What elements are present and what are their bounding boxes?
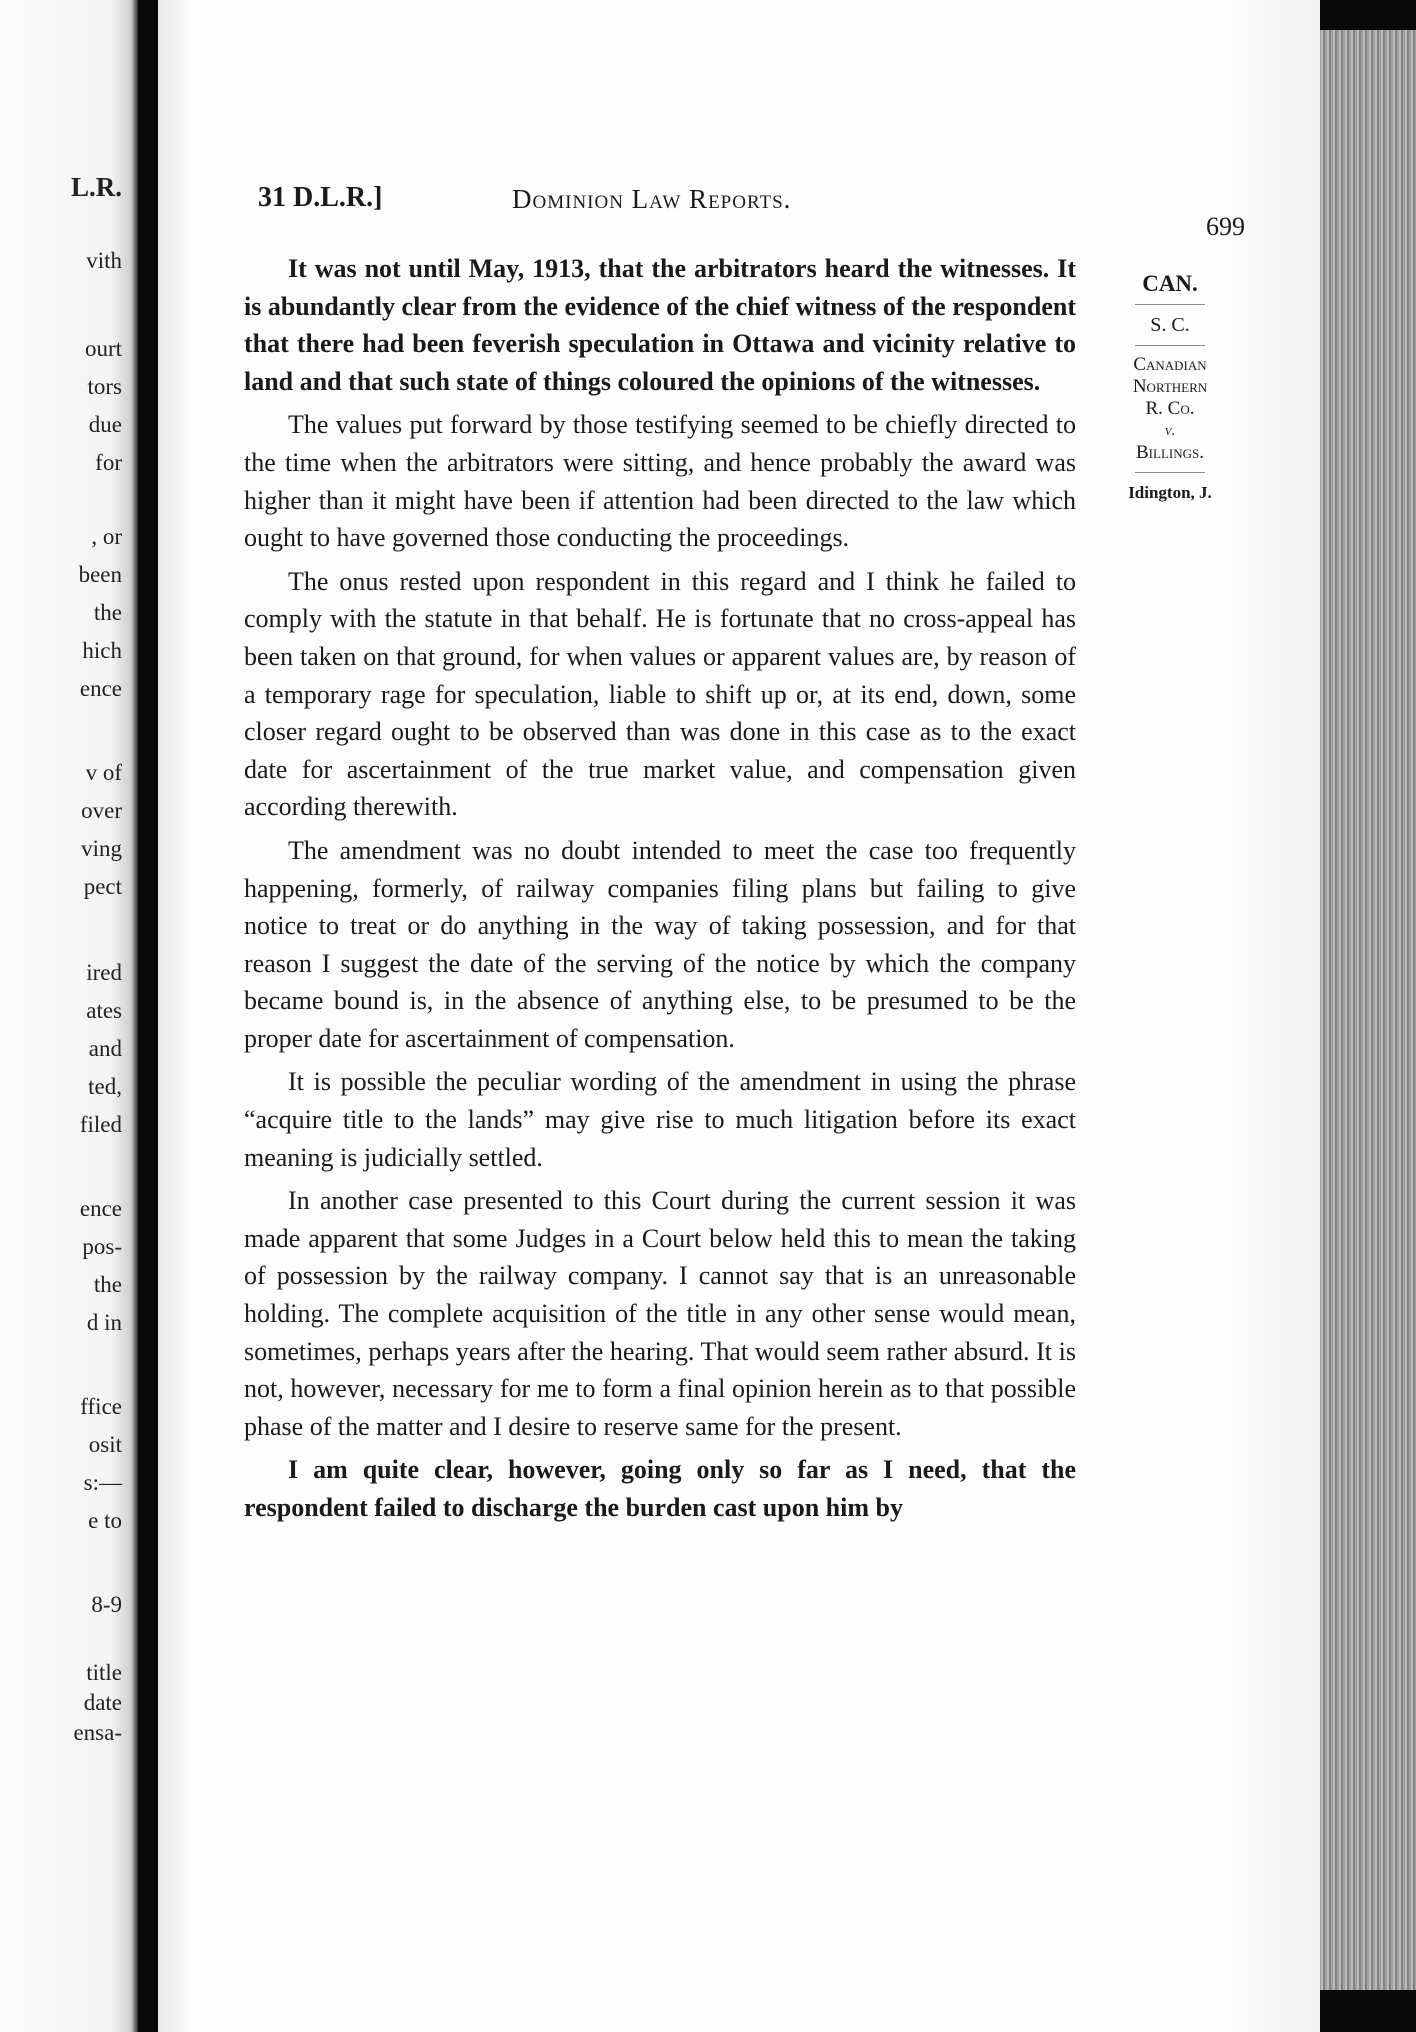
left-page-line-fragment: , or — [91, 524, 122, 549]
case-name-line: Northern — [1132, 376, 1208, 397]
case-name-line: R. Co. — [1145, 398, 1195, 419]
left-page-line-fragment: ensa- — [73, 1720, 122, 1745]
paragraph: In another case presented to this Court during the current session it was made apparent that some Judges in a Court below held this to mean the taking of possession by the railway company. I cannot say that is an unreasonable holding. The complete acquisition of the title in any other sense would mean, sometimes, perhaps years after the hearing. That would seem rather absurd. It is not, however, necessary for me to form a final opinion herein as to that possible phase of the matter and I desire to reserve same for the present. — [244, 1186, 1076, 1441]
left-page-header-fragment: L.R. — [70, 172, 122, 202]
margin-rule — [1135, 345, 1205, 346]
left-page-line-fragment: tors — [87, 374, 122, 399]
left-page-line-fragment: pect — [83, 874, 122, 899]
paragraph: It was not until May, 1913, that the arbitrators heard the witnesses. It is abundantly clear from the evidence of the chief witness of the respondent that there had been feverish speculation in Ottawa and vicinity relative to land and that such state of things coloured the opinions of the witnesses. — [244, 254, 1076, 396]
left-page-line-fragment: ence — [79, 1196, 122, 1221]
left-page-line-fragment: s:— — [83, 1470, 122, 1495]
left-page-line-fragment: date — [83, 1690, 122, 1715]
paragraph: The onus rested upon respondent in this regard and I think he failed to comply with the statute in that behalf. He is fortunate that no cross-appeal has been taken on that ground, for when values or apparent values are, by reason of a temporary rage for speculation, liable to shift up or, at its end, down, some closer regard ought to be observed than was done in this case as to the exact date for ascertainment of the true market value, and compensation given according therewith. — [244, 566, 1076, 822]
left-page-line-fragment: ired — [86, 960, 122, 985]
case-name-line: Billings. — [1136, 442, 1204, 463]
left-page-line-fragment: vith — [86, 248, 122, 273]
left-page-line-fragment: e to — [88, 1508, 122, 1533]
left-page-line-fragment: hich — [82, 638, 122, 663]
left-page-line-fragment: been — [78, 562, 122, 587]
previous-page-edge — [0, 0, 138, 2032]
left-page-line-fragment: osit — [88, 1432, 122, 1457]
case-versus: v. — [1164, 423, 1176, 439]
case-name-line: Canadian — [1133, 354, 1207, 375]
court-jurisdiction: CAN. — [1142, 271, 1198, 296]
publication-title: Dominion Law Reports. — [512, 184, 792, 214]
book-page-edges — [1320, 30, 1416, 1990]
page-number: 699 — [1206, 212, 1245, 241]
left-page-line-fragment: over — [81, 798, 122, 823]
left-page-line-fragment: the — [93, 1272, 122, 1297]
left-page-line-fragment: the — [93, 600, 122, 625]
left-page-line-fragment: ving — [81, 836, 122, 861]
paragraph: I am quite clear, however, going only so far as I need, that the respondent failed to discharge the burden cast upon him by — [244, 1455, 1076, 1522]
left-page-line-fragment: for — [95, 450, 122, 475]
left-page-line-fragment: v of — [85, 760, 122, 785]
left-page-line-fragment: and — [88, 1036, 122, 1061]
left-page-line-fragment: filed — [79, 1112, 122, 1137]
margin-note — [1100, 272, 1240, 505]
left-page-line-fragment: 8-9 — [91, 1592, 122, 1617]
left-page-line-fragment: ted, — [88, 1074, 122, 1099]
volume-citation: 31 D.L.R.] — [258, 182, 383, 213]
left-page-line-fragment: d in — [86, 1310, 122, 1335]
paragraph: The values put forward by those testifying seemed to be chiefly directed to the time when the arbitrators were sitting, and hence probably the award was higher than it might have been if attention had been directed to the law which ought to have governed those conducting the proceedings. — [244, 410, 1076, 553]
left-page-line-fragment: pos- — [82, 1234, 122, 1259]
margin-rule — [1135, 472, 1205, 473]
left-page-line-fragment: ourt — [84, 336, 122, 361]
left-page-line-fragment: due — [88, 412, 122, 437]
judge-name: Idington, J. — [1128, 483, 1212, 502]
left-page-line-fragment: ffice — [80, 1394, 122, 1419]
court-division: S. C. — [1150, 314, 1190, 336]
margin-rule — [1135, 304, 1205, 305]
body-text — [244, 250, 1076, 1533]
left-page-line-fragment: title — [86, 1660, 122, 1685]
left-page-line-fragment: ates — [86, 998, 122, 1023]
paragraph: It is possible the peculiar wording of the amendment in using the phrase “acquire title to the lands” may give rise to much litigation before its exact meaning is judicially settled. — [244, 1067, 1076, 1172]
left-page-line-fragment: ence — [79, 676, 122, 701]
running-header — [258, 182, 1258, 241]
paragraph: The amendment was no doubt intended to meet the case too frequently happening, formerly, of railway companies filing plans but failing to give notice to treat or do anything in the way of taking possession, and for that reason I suggest the date of the serving of the notice by which the company became bound is, in the absence of anything else, to be presumed to be the proper date for ascertainment of compensation. — [244, 835, 1076, 1053]
